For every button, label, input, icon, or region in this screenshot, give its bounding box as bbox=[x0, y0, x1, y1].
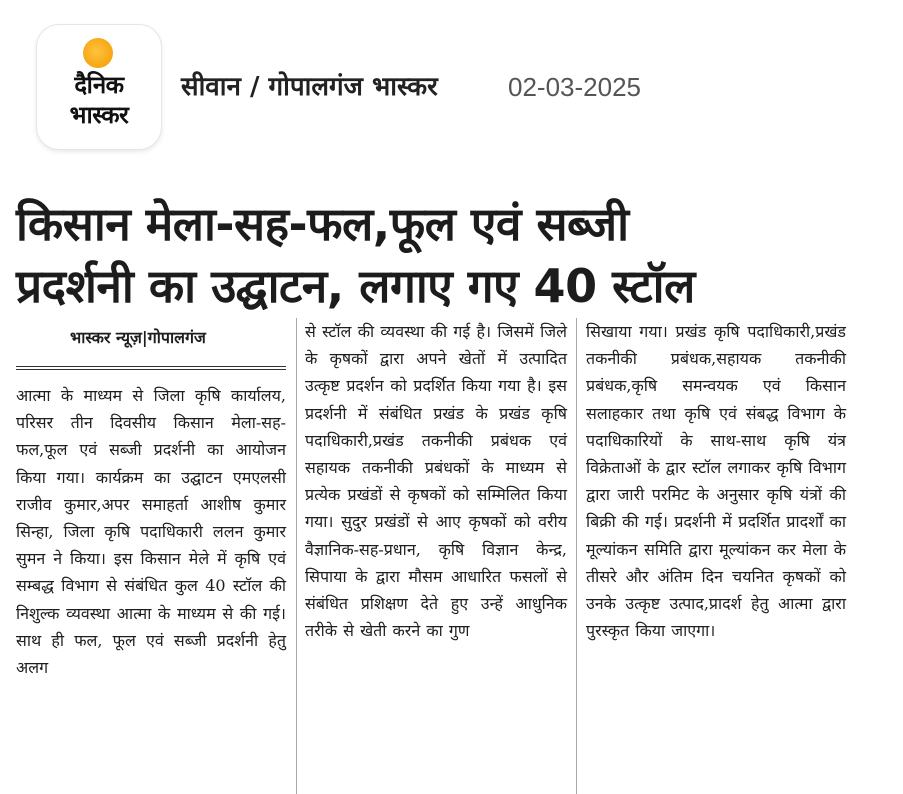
article-byline: भास्कर न्यूज़|गोपालगंज bbox=[70, 328, 206, 347]
article-column-2 bbox=[305, 318, 567, 644]
logo-text-line2: भास्कर bbox=[69, 101, 129, 129]
edition-name: सीवान / गोपालगंज भास्कर bbox=[181, 72, 438, 102]
article-headline bbox=[16, 193, 886, 317]
column-divider-1 bbox=[296, 318, 297, 794]
sun-icon bbox=[83, 38, 113, 68]
column-3-text: सिखाया गया। प्रखंड कृषि पदाधिकारी,प्रखंड तकनीकी प्रबंधक,सहायक तकनीकी प्रबंधक,कृषि समन्वयक एवं किसान सलाहकार तथा कृषि एवं संबद्ध विभाग के पदाधिकारियों के साथ-साथ कृषि यंत्र विक्रेताओं के द्वार स्टॉल लगाकर कृषि विभाग द्वारा जारी परमिट के अनुसार कृषि यंत्रों की बिक्री की गई। प्रदर्शनी में प्रदर्शित प्रादर्शों का मूल्यांकन समिति द्वारा मूल्यांकन कर मेला के तीसरे और अंतिम दिन चयनित कृषकों को उनके उत्कृष्ट उत्पाद,प्रादर्श हेतु आत्मा द्वारा पुरस्कृत किया जाएगा। bbox=[586, 322, 846, 641]
page-header bbox=[0, 0, 903, 160]
article-column-3 bbox=[586, 318, 846, 644]
dainik-bhaskar-logo[interactable] bbox=[37, 25, 161, 149]
edition-date: 02-03-2025 bbox=[508, 72, 641, 102]
headline-line-2: प्रदर्शनी का उद्घाटन, लगाए गए 40 स्टॉल bbox=[16, 259, 695, 313]
news-clipping bbox=[0, 175, 903, 794]
byline-divider bbox=[16, 366, 286, 370]
column-1-text: आत्मा के माध्यम से जिला कृषि कार्यालय, परिसर तीन दिवसीय किसान मेला-सह-फल,फूल एवं सब्जी प्रदर्शनी का आयोजन किया गया। कार्यक्रम का उद्घाटन एमएलसी राजीव कुमार,अपर समाहर्ता आशीष कुमार सिन्हा, जिला कृषि पदाधिकारी ललन कुमार सुमन ने किया। इस किसान मेले में कृषि एवं सम्बद्ध विभाग से संबंधित कुल 40 स्टॉल की निशुल्क व्यवस्था आत्मा के माध्यम से की गई। साथ ही फल, फूल एवं सब्जी प्रदर्शनी हेतु अलग bbox=[16, 386, 286, 678]
logo-text-line1: दैनिक bbox=[74, 71, 124, 99]
headline-line-1: किसान मेला-सह-फल,फूल एवं सब्जी bbox=[16, 197, 629, 251]
article-column-1 bbox=[16, 382, 286, 681]
column-divider-2 bbox=[576, 318, 577, 794]
column-2-text: से स्टॉल की व्यवस्था की गई है। जिसमें जिले के कृषकों द्वारा अपने खेतों में उत्पादित उत्कृष्ट प्रदर्शन को प्रदर्शित किया गया है। इस प्रदर्शनी में संबंधित प्रखंड के प्रखंड कृषि पदाधिकारी,प्रखंड तकनीकी प्रबंधक एवं सहायक तकनीकी प्रबंधकों के माध्यम से प्रत्येक प्रखंडों से कृषकों को सम्मिलित किया गया। सुदुर प्रखंडों से आए कृषकों को वरीय वैज्ञानिक-सह-प्रधान, कृषि विज्ञान केन्द्र, सिपाया के द्वारा मौसम आधारित फसलों से संबंधित प्रशिक्षण देते हुए उन्हें आधुनिक तरीके से खेती करने का गुण bbox=[305, 322, 567, 641]
